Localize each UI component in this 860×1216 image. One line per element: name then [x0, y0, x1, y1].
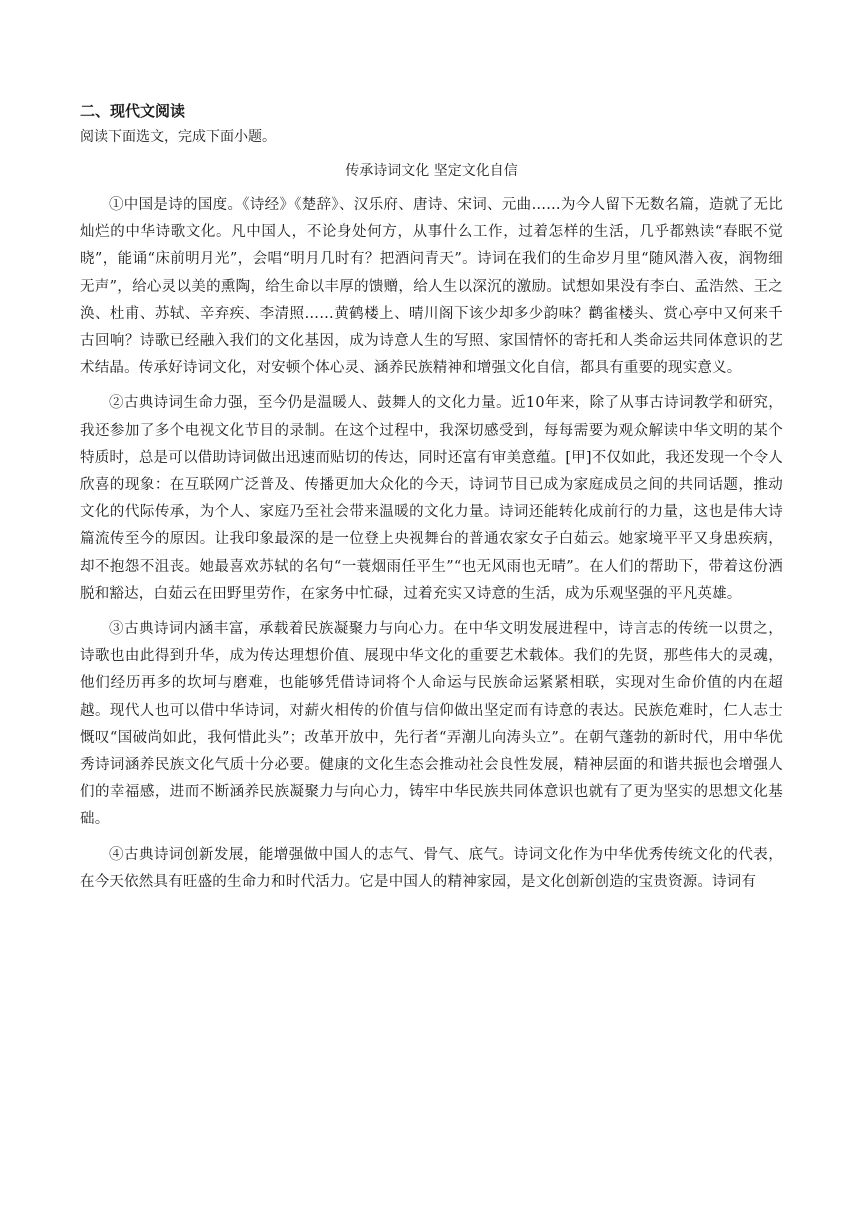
article-paragraph-3: ③古典诗词内涵丰富，承载着民族凝聚力与向心力。在中华文明发展进程中，诗言志的传统一以贯之，诗歌也由此得到升华，成为传达理想价值、展现中华文化的重要艺术载体。我们的先贤，那些伟大的灵魂，他们经历再多的坎坷与磨难，也能够凭借诗词将个人命运与民族命运紧紧相联，实现对生命价值的内在超越。现代人也可以借中华诗词，对薪火相传的价值与信仰做出坚定而有诗意的表达。民族危难时，仁人志士慨叹“国破尚如此，我何惜此头”；改革开放中，先行者“弄潮儿向涛头立”。在朝气蓬勃的新时代，用中华优秀诗词涵养民族文化气质十分必要。健康的文化生态会推动社会良性发展，精神层面的和谐共振也会增强人们的幸福感，进而不断涵养民族凝聚力与向心力，铸牢中华民族共同体意识也就有了更为坚实的思想文化基础。	[80, 621, 783, 828]
section-heading: 二、现代文阅读	[80, 102, 186, 120]
reading-instruction: 阅读下面选文，完成下面小题。	[80, 129, 276, 145]
article-paragraph-1: ①中国是诗的国度。《诗经》《楚辞》、汉乐府、唐诗、宋词、元曲……为今人留下无数名篇，造就了无比灿烂的中华诗歌文化。凡中国人，不论身处何方，从事什么工作，过着怎样的生活，几乎都熟读“春眠不觉晓”，能诵“床前明月光”，会唱“明月几时有？把酒问青天”。诗词在我们的生命岁月里“随风潜入夜，润物细无声”，给心灵以美的熏陶，给生命以丰厚的馈赠，给人生以深沉的激励。试想如果没有李白、孟浩然、王之涣、杜甫、苏轼、辛弃疾、李清照……黄鹤楼上、晴川阁下该少却多少韵味？鹳雀楼头、赏心亭中又何来千古回响？诗歌已经融入我们的文化基因，成为诗意人生的写照、家国情怀的寄托和人类命运共同体意识的艺术结晶。传承好诗词文化，对安顿个体心灵、涵养民族精神和增强文化自信，都具有重要的现实意义。	[80, 197, 783, 377]
article-paragraph-4: ④古典诗词创新发展，能增强做中国人的志气、骨气、底气。诗词文化作为中华优秀传统文化的代表，在今天依然具有旺盛的生命力和时代活力。它是中国人的精神家园，是文化创新创造的宝贵资源。诗词有	[80, 846, 783, 890]
article-paragraph-2: ②古典诗词生命力强，至今仍是温暖人、鼓舞人的文化力量。近10年来，除了从事古诗词教学和研究，我还参加了多个电视文化节目的录制。在这个过程中，我深切感受到，每每需要为观众解读中华文明的某个特质时，总是可以借助诗词做出迅速而贴切的传达，同时还富有审美意蕴。[甲]不仅如此，我还发现一个令人欣喜的现象：在互联网广泛普及、传播更加大众化的今天，诗词节目已成为家庭成员之间的共同话题，推动文化的代际传承，为个人、家庭乃至社会带来温暖的文化力量。诗词还能转化成前行的力量，这也是伟大诗篇流传至今的原因。让我印象最深的是一位登上央视舞台的普通农家女子白茹云。她家境平平又身患疾病，却不抱怨不沮丧。她最喜欢苏轼的名句“一蓑烟雨任平生”“也无风雨也无晴”。在人们的帮助下，带着这份洒脱和豁达，白茹云在田野里劳作，在家务中忙碌，过着充实又诗意的生活，成为乐观坚强的平凡英雄。	[80, 395, 783, 602]
article-title: 传承诗词文化 坚定文化自信	[345, 163, 518, 179]
